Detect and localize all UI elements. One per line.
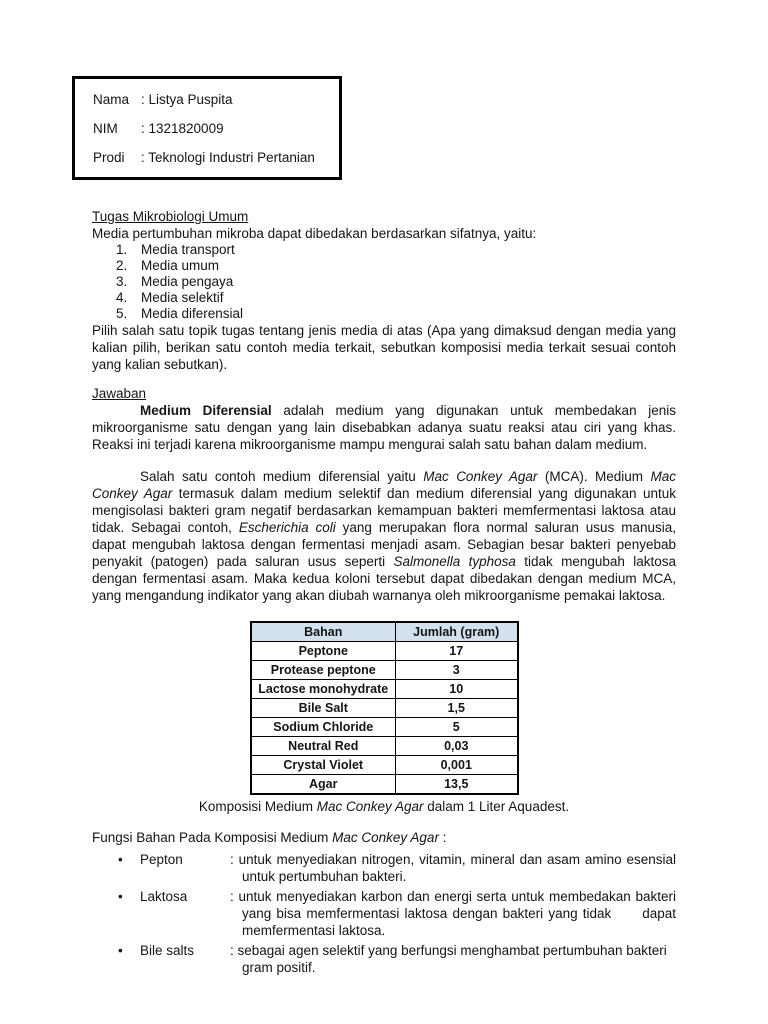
- cell-jumlah: 3: [396, 661, 518, 680]
- ingredient-term: Pepton: [140, 852, 183, 867]
- ingredient-desc: : untuk menyediakan karbon dan energi serta untuk membedakan bakteri yang bisa memfermentasi laktosa dengan bakteri yang tidak dapat memfermentasi laktosa.: [230, 889, 676, 938]
- list-label: Media diferensial: [141, 306, 244, 321]
- list-item: [92, 888, 676, 939]
- bullet-icon: •: [118, 889, 123, 904]
- list-item: [92, 942, 676, 976]
- prodi-value: : Teknologi Industri Pertanian: [141, 150, 315, 165]
- cell-jumlah: 1,5: [396, 699, 518, 718]
- cell-bahan: Bile Salt: [251, 699, 396, 718]
- cell-jumlah: 0,001: [396, 756, 518, 775]
- list-label: Media umum: [141, 258, 220, 273]
- cell-jumlah: 13,5: [396, 775, 518, 795]
- table-caption: Komposisi Medium Mac Conkey Agar dalam 1 Liter Aquadest.: [198, 799, 570, 814]
- task-heading: Tugas Mikrobiologi Umum: [92, 209, 249, 224]
- table-row: [251, 680, 518, 699]
- list-number: 3.: [116, 274, 128, 289]
- table-row: [251, 718, 518, 737]
- cell-jumlah: 17: [396, 642, 518, 661]
- ingredient-desc: : sebagai agen selektif yang berfungsi menghambat pertumbuhan bakteri gram positif.: [230, 943, 667, 975]
- cell-bahan: Peptone: [251, 642, 396, 661]
- cell-bahan: Neutral Red: [251, 737, 396, 756]
- answer-paragraph-1: Medium Diferensial adalah medium yang digunakan untuk membedakan jenis mikroorganisme satu dengan yang lain disebabkan adanya suatu reaksi atau ciri yang khas. Reaksi ini terjadi karena mikroorganisme mampu mengurai salah satu bahan dalam medium.: [92, 403, 676, 452]
- cell-jumlah: 5: [396, 718, 518, 737]
- table-header-jumlah: Jumlah (gram): [396, 622, 518, 642]
- list-item: [92, 851, 676, 885]
- prodi-label: Prodi: [93, 150, 125, 165]
- list-item: [92, 290, 676, 306]
- task-instruction: Pilih salah satu topik tugas tentang jenis media di atas (Apa yang dimaksud dengan media yang kalian pilih, berikan satu contoh media terkait, sebutkan komposisi media terkait sesuai contoh yang kalian sebutkan).: [92, 323, 676, 372]
- list-number: 5.: [116, 306, 128, 321]
- table-row: [251, 661, 518, 680]
- list-item: [92, 258, 676, 274]
- table-header-bahan: Bahan: [251, 622, 396, 642]
- list-number: 4.: [116, 290, 128, 305]
- nim-value: : 1321820009: [141, 121, 224, 136]
- list-number: 2.: [116, 258, 128, 273]
- list-number: 1.: [116, 242, 128, 257]
- table-row: [251, 775, 518, 795]
- cell-bahan: Sodium Chloride: [251, 718, 396, 737]
- list-item: [92, 242, 676, 258]
- answer-heading: Jawaban: [92, 386, 147, 401]
- answer-paragraph-2: Salah satu contoh medium diferensial yaitu Mac Conkey Agar (MCA). Medium Mac Conkey Agar termasuk dalam medium selektif dan medium diferensial yang digunakan untuk mengisolasi bakteri gram negatif berdasarkan kemampuan bakteri memfermentasi laktosa atau tidak. Sebagai contoh, Escherichia coli yang merupakan flora normal saluran usus manusia, dapat mengubah laktosa dengan fermentasi menjadi asam. Sebagian besar bakteri penyebab penyakit (patogen) pada saluran usus seperti Salmonella typhosa tidak mengubah laktosa dengan fermentasi asam. Maka kedua koloni tersebut dapat dibedakan dengan medium MCA, yang mengandung indikator yang akan diubah warnanya oleh mikroorganisme pemakai laktosa.: [92, 469, 676, 603]
- ingredient-term: Bile salts: [140, 943, 195, 958]
- student-info-box: [72, 76, 342, 180]
- nim-label: NIM: [93, 121, 118, 136]
- media-type-list: [92, 242, 676, 322]
- composition-table: [250, 621, 519, 795]
- bullet-icon: •: [118, 852, 123, 867]
- bullet-icon: •: [118, 943, 123, 958]
- ingredient-term: Laktosa: [140, 889, 188, 904]
- info-row-nama: [93, 91, 331, 109]
- functions-heading: Fungsi Bahan Pada Komposisi Medium Mac Conkey Agar :: [92, 830, 447, 845]
- task-intro: Media pertumbuhan mikroba dapat dibedakan berdasarkan sifatnya, yaitu:: [92, 226, 537, 241]
- ingredient-functions-list: [92, 851, 676, 976]
- cell-bahan: Crystal Violet: [251, 756, 396, 775]
- nama-value: : Listya Puspita: [141, 92, 233, 107]
- cell-bahan: Lactose monohydrate: [251, 680, 396, 699]
- list-item: [92, 274, 676, 290]
- cell-bahan: Agar: [251, 775, 396, 795]
- info-row-nim: [93, 120, 331, 138]
- cell-bahan: Protease peptone: [251, 661, 396, 680]
- list-label: Media transport: [141, 242, 235, 257]
- table-row: [251, 737, 518, 756]
- table-row: [251, 642, 518, 661]
- list-label: Media selektif: [141, 290, 224, 305]
- table-row: [251, 756, 518, 775]
- nama-label: Nama: [93, 92, 130, 107]
- info-row-prodi: [93, 149, 331, 167]
- list-item: [92, 306, 676, 322]
- table-row: [251, 699, 518, 718]
- cell-jumlah: 10: [396, 680, 518, 699]
- table-header-row: [251, 622, 518, 642]
- cell-jumlah: 0,03: [396, 737, 518, 756]
- list-label: Media pengaya: [141, 274, 234, 289]
- ingredient-desc: : untuk menyediakan nitrogen, vitamin, mineral dan asam amino esensial untuk pertumbuhan bakteri.: [230, 852, 676, 884]
